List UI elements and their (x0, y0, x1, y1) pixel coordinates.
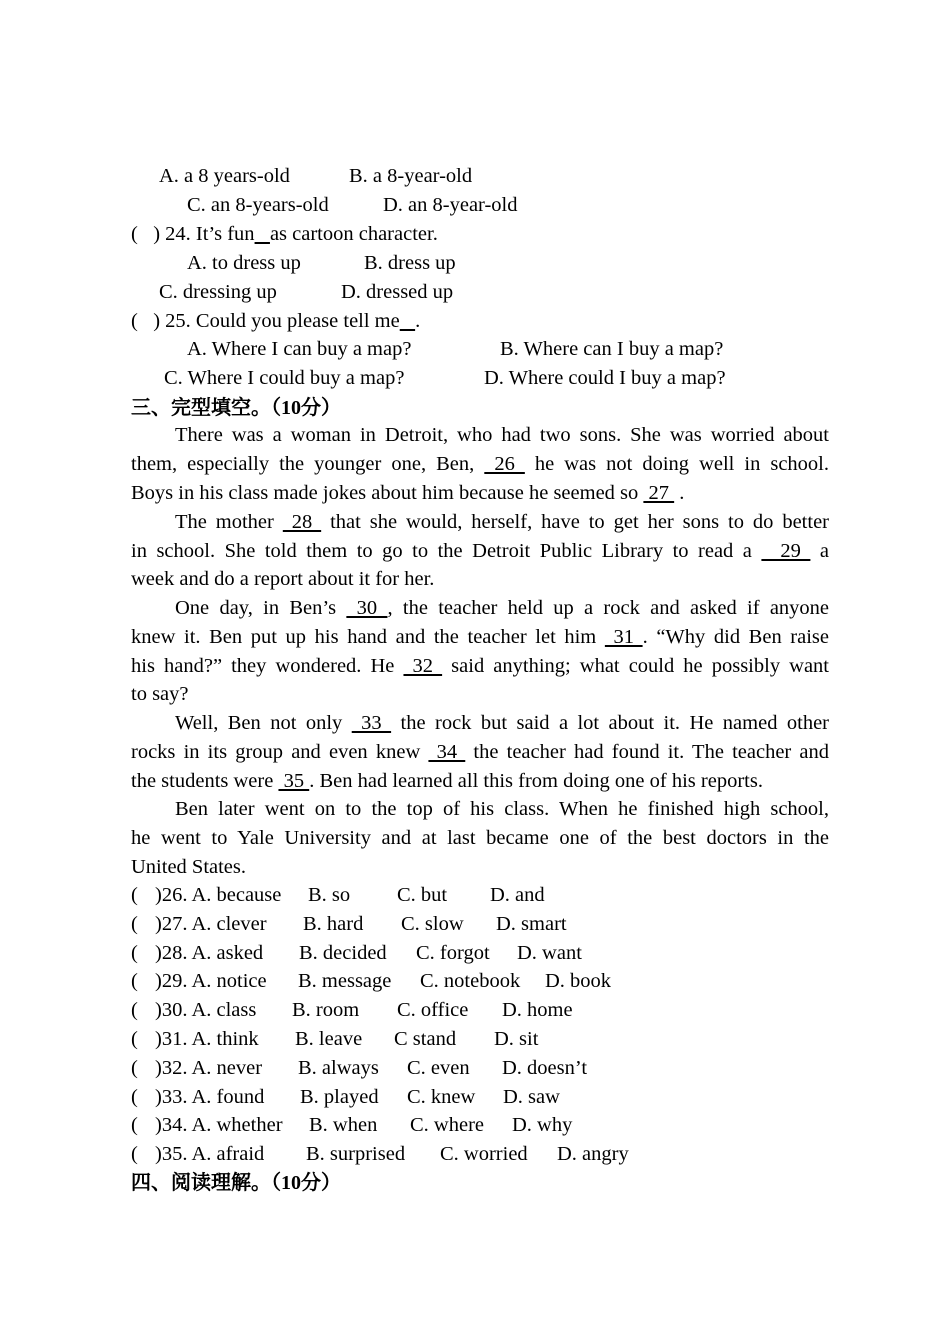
passage-text: them, especially the younger one, Ben, (131, 453, 485, 475)
option-b: B. room (292, 999, 360, 1022)
q25-option-c: C. Where I could buy a map? (164, 367, 405, 389)
passage-line: to say? (131, 683, 189, 705)
blank-35: 35 (278, 770, 310, 792)
passage-text: that she would, herself, have to get her sons to do better (321, 511, 830, 533)
passage-text: The mother (175, 511, 283, 533)
option-a: )28. A. asked (155, 941, 264, 964)
option-c: C stand (394, 1028, 457, 1050)
q24-text: ) 24. It’s fun (153, 223, 255, 245)
answer-paren: ( (131, 1114, 138, 1137)
option-d: D. book (545, 970, 612, 993)
passage-line (131, 623, 829, 652)
answer-paren: ( (131, 999, 138, 1022)
answer-paren: ( (131, 884, 138, 906)
answer-paren: ( (131, 970, 138, 993)
q25-blank (400, 310, 415, 332)
option-a: )32. A. never (155, 1056, 263, 1079)
passage-text: Boys in his class made jokes about him because he seemed so (131, 482, 644, 504)
option-a: )29. A. notice (155, 970, 267, 993)
passage-line (131, 508, 829, 537)
section4-title-end: 分） (301, 1170, 341, 1194)
q24-option-a: A. to dress up (187, 252, 301, 274)
section4-heading (131, 1168, 341, 1198)
option-d: D. doesn’t (502, 1056, 588, 1079)
option-c: C. but (397, 884, 448, 906)
section3-heading (131, 393, 341, 423)
option-c: C. knew (407, 1085, 476, 1108)
passage-text: . “Why did Ben raise (642, 626, 830, 648)
passage-line (131, 594, 829, 623)
passage-line (131, 479, 684, 508)
option-d: D. saw (503, 1085, 560, 1108)
passage-line: Ben later went on to the top of his class. When he finished high school, (175, 798, 829, 820)
answer-paren: ( (131, 1143, 138, 1166)
passage-text: said anything; what could he possibly want (442, 655, 829, 677)
q24-option-c: C. dressing up (159, 281, 277, 303)
passage-text: a (810, 540, 830, 562)
answer-paren: ( (131, 1056, 138, 1079)
passage-line: There was a woman in Detroit, who had two sons. She was worried about (175, 424, 829, 446)
passage-text: he was not doing well in school. (524, 453, 829, 475)
passage-line (131, 767, 763, 796)
passage-text: his hand?” they wondered. He (131, 655, 404, 677)
q25-option-a: A. Where I can buy a map? (187, 338, 412, 360)
option-b: B. surprised (306, 1143, 406, 1166)
passage-text: the students were (131, 770, 279, 792)
passage-text: the rock but said a lot about it. He named other (391, 712, 830, 734)
blank-28: 28 (282, 511, 322, 533)
option-b: B. message (298, 970, 392, 993)
option-c: C. notebook (420, 970, 521, 993)
option-b: B. hard (303, 912, 364, 935)
q25-option-b: B. Where can I buy a map? (500, 338, 724, 360)
answer-paren: ( (131, 223, 138, 245)
passage-line (131, 709, 829, 738)
section4-title: 四、阅读理解。（ (131, 1170, 281, 1194)
passage-text: , the teacher held up a rock and asked if anyone (387, 597, 830, 619)
answer-paren: ( (131, 912, 138, 935)
option-a: )33. A. found (155, 1085, 265, 1108)
section3-points: 10 (281, 397, 301, 419)
option-c: C. worried (440, 1143, 528, 1166)
answer-paren: ( (131, 941, 138, 964)
option-b: B. leave (295, 1028, 363, 1050)
q24-stem (131, 220, 438, 249)
q23-option-a: A. a 8 years-old (159, 165, 290, 187)
q23-option-d: D. an 8-year-old (383, 194, 518, 216)
passage-text: the teacher had found it. The teacher and (465, 741, 830, 763)
blank-30: 30 (346, 597, 388, 619)
blank-31: 31 (604, 626, 643, 648)
section3-title-end: 分） (301, 395, 341, 419)
option-a: )35. A. afraid (155, 1143, 265, 1166)
passage-text: in school. She told them to go to the Detroit Public Library to read a (131, 540, 762, 562)
option-b: B. always (298, 1056, 379, 1079)
option-c: C. forgot (416, 941, 490, 964)
passage-line: United States. (131, 856, 247, 878)
blank-26: 26 (484, 453, 525, 475)
option-b: B. decided (299, 941, 387, 964)
passage-line (131, 652, 829, 681)
passage-line (131, 738, 829, 767)
option-a: )31. A. think (155, 1028, 259, 1050)
q24-option-d: D. dressed up (341, 281, 454, 303)
option-d: D. and (490, 884, 545, 906)
q24-option-b: B. dress up (364, 252, 456, 274)
option-c: C. slow (401, 912, 464, 935)
passage-line: week and do a report about it for her. (131, 568, 435, 590)
option-d: D. want (517, 941, 582, 964)
answer-paren: ( (131, 1028, 138, 1050)
passage-line (131, 537, 829, 566)
passage-line (131, 450, 829, 479)
blank-32: 32 (403, 655, 443, 677)
option-c: C. office (397, 999, 469, 1022)
option-a: )26. A. because (155, 884, 282, 906)
blank-27: 27 (643, 482, 675, 504)
q23-option-b: B. a 8-year-old (349, 165, 473, 187)
q25-option-d: D. Where could I buy a map? (484, 367, 726, 389)
section3-title: 三、完型填空。（ (131, 395, 281, 419)
q25-stem (131, 307, 420, 336)
blank-33: 33 (351, 712, 392, 734)
option-d: D. why (512, 1114, 573, 1137)
option-d: D. home (502, 999, 573, 1022)
blank-29: 29 (761, 540, 811, 562)
q23-option-c: C. an 8-years-old (187, 194, 329, 216)
option-b: B. when (309, 1114, 378, 1137)
section4-points: 10 (281, 1172, 301, 1194)
answer-paren: ( (131, 310, 138, 332)
passage-text: rocks in its group and even knew (131, 741, 429, 763)
passage-text: . Ben had learned all this from doing one of his reports. (309, 770, 763, 792)
passage-text: One day, in Ben’s (175, 597, 347, 619)
q24-blank (255, 223, 270, 245)
blank-34: 34 (428, 741, 466, 763)
option-c: C. where (410, 1114, 485, 1137)
option-d: D. angry (557, 1143, 629, 1166)
passage-text: Well, Ben not only (175, 712, 352, 734)
q25-text: ) 25. Could you please tell me (153, 310, 400, 332)
passage-line: he went to Yale University and at last became one of the best doctors in the (131, 827, 829, 849)
passage-text: knew it. Ben put up his hand and the teacher let him (131, 626, 605, 648)
option-a: )27. A. clever (155, 912, 267, 935)
option-a: )30. A. class (155, 999, 257, 1022)
option-b: B. so (308, 884, 351, 906)
option-d: D. smart (496, 912, 567, 935)
option-a: )34. A. whether (155, 1114, 283, 1137)
q24-text-rest: as cartoon character. (269, 223, 438, 245)
option-b: B. played (300, 1085, 379, 1108)
q25-text-rest: . (415, 310, 421, 332)
answer-paren: ( (131, 1085, 138, 1108)
option-d: D. sit (494, 1028, 539, 1050)
passage-text: . (674, 482, 685, 504)
option-c: C. even (407, 1056, 470, 1079)
